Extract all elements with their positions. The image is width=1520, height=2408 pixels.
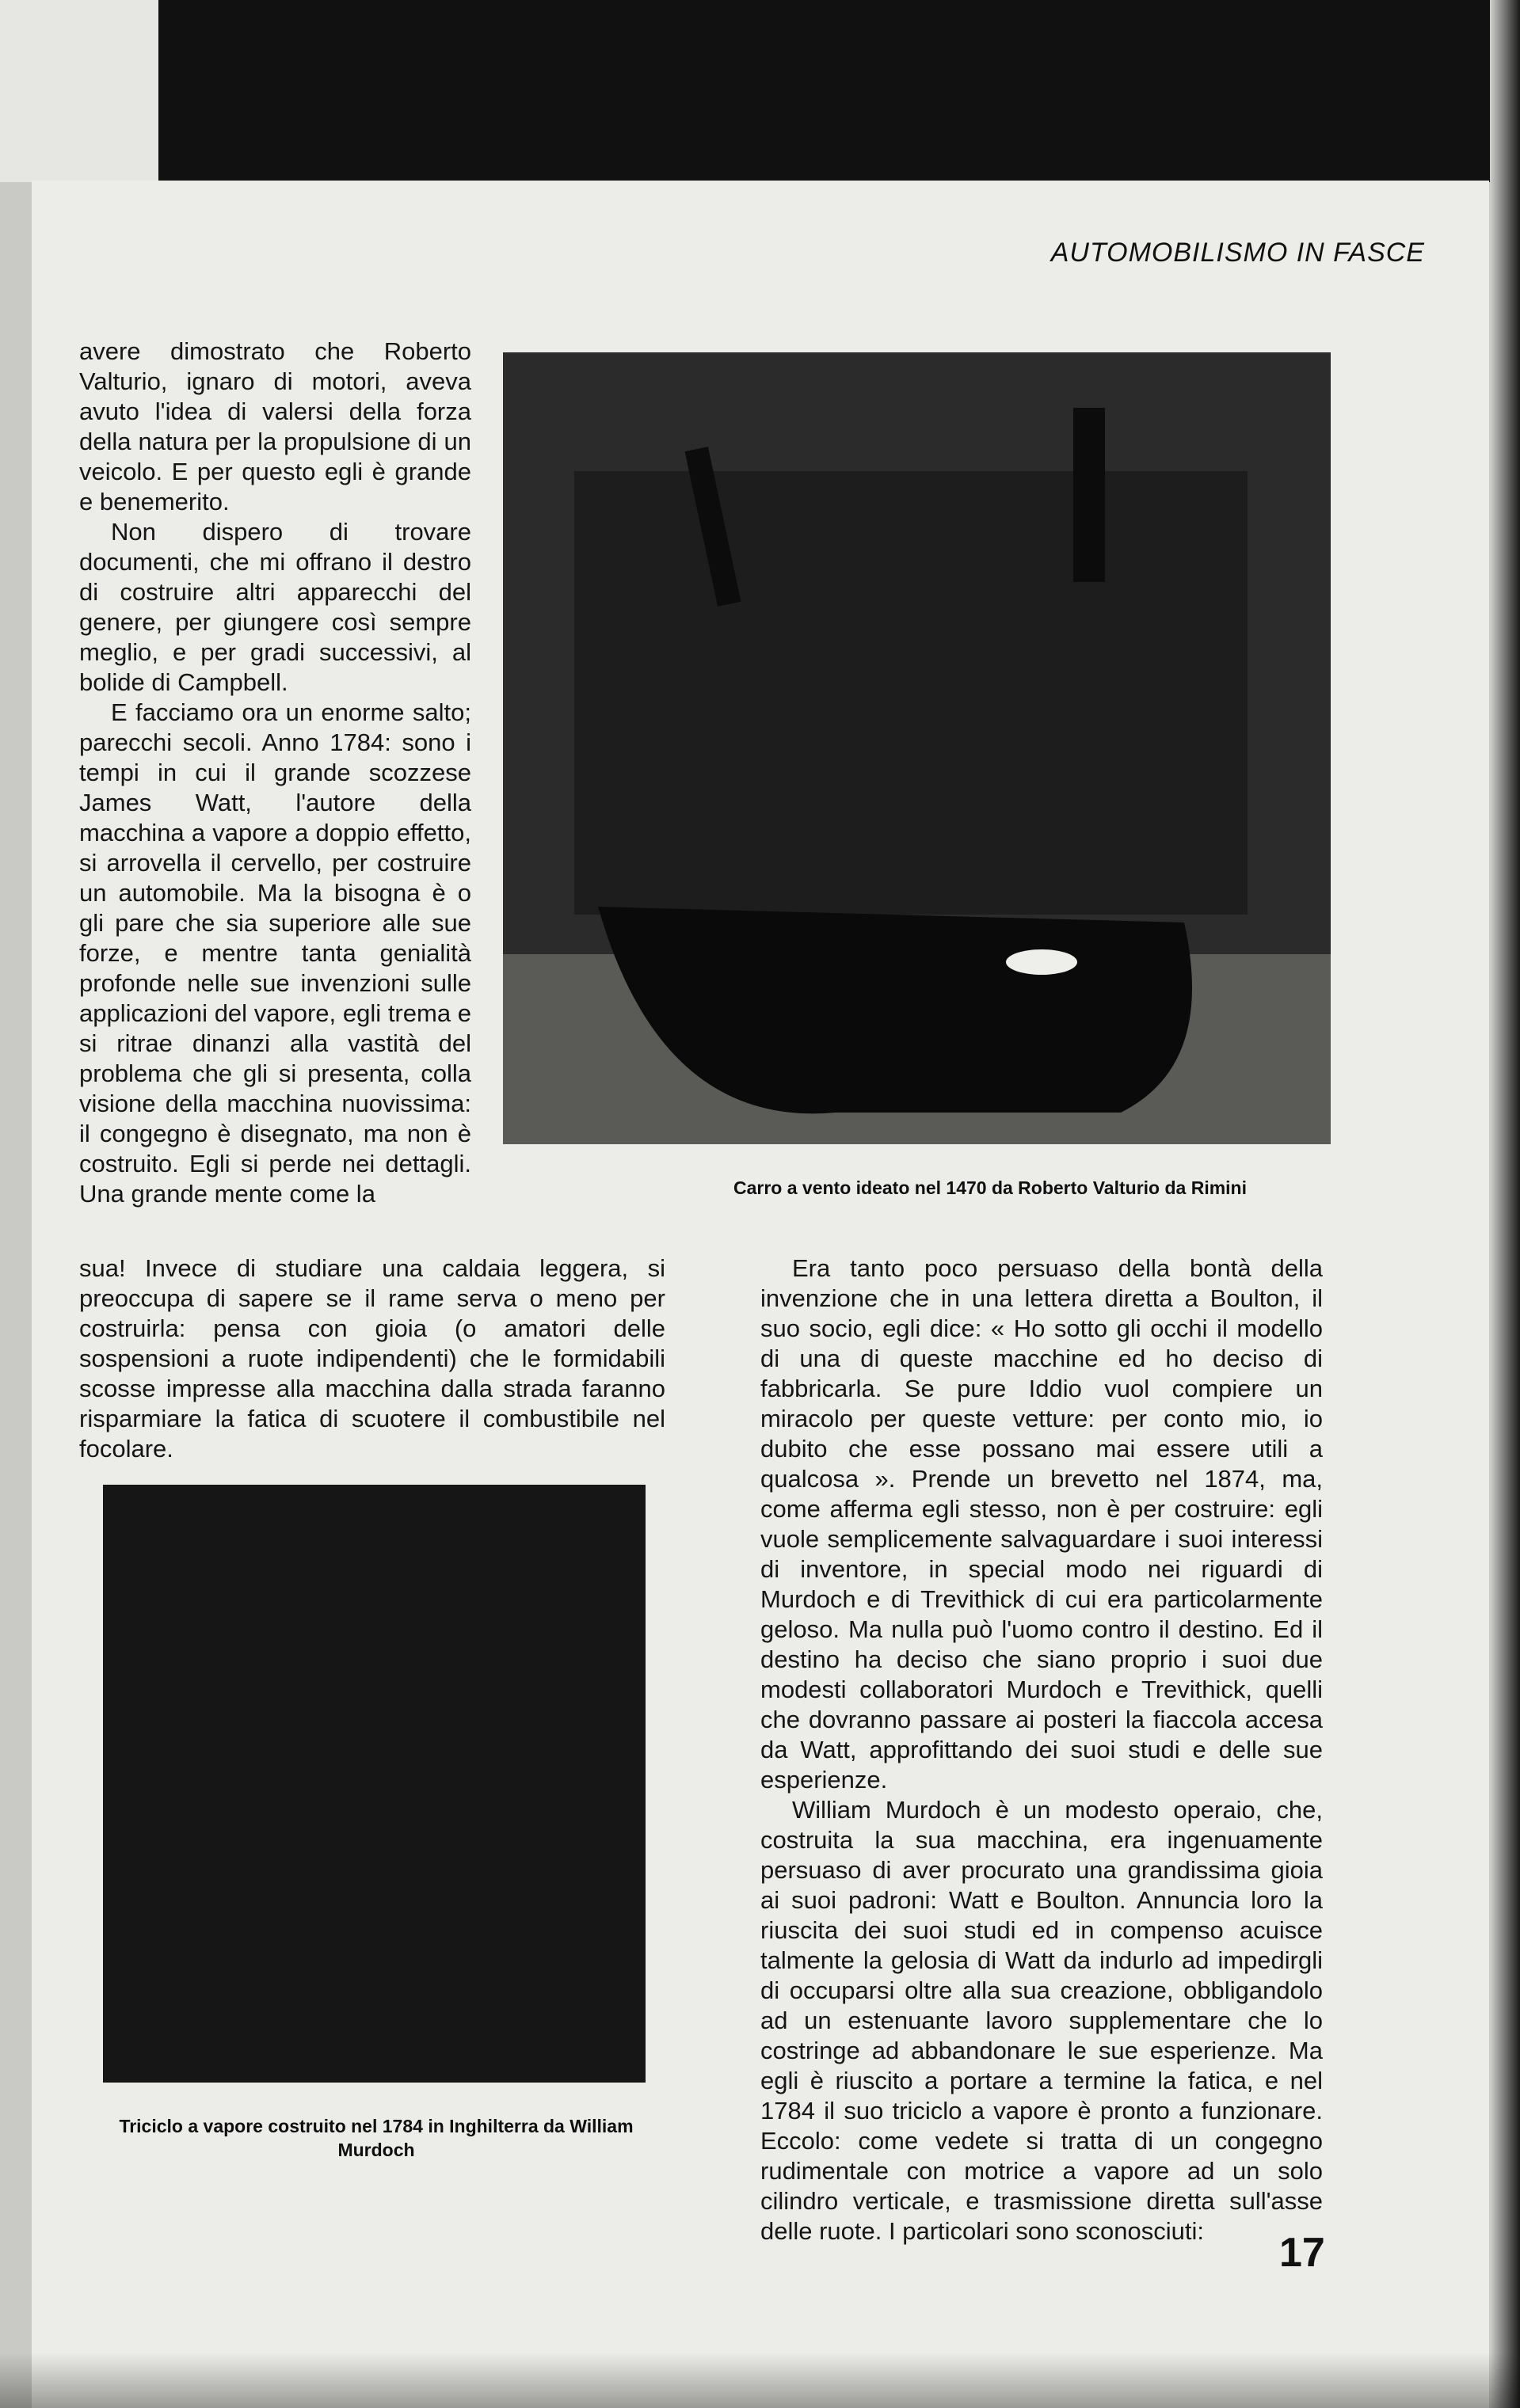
paragraph: Era tanto poco persuaso della bontà della invenzione che in una lettera diretta a Boulton, il suo socio, egli dice: « Ho sotto gli occhi il modello di una di queste macchine ed ho deciso di fabbricarla. Se pure Iddio vuol compiere un miracolo per queste vetture: per conto mio, io dubito che esse possano mai essere utili a qualcosa ». Prende un brevetto nel 1874, ma, come afferma egli stesso, non è per costruire: egli vuole semplicemente salvaguardare i suoi interessi di inventore, in special modo nei riguardi di Murdoch e di Trevithick di cui era particolarmente geloso. Ma nulla può l'uomo contro il destino. Ed il destino ha deciso che siano proprio i suoi due modesti collaboratori Murdoch e Trevithick, quelli che dovranno passare ai posteri la fiaccola accesa da Watt, approfittando dei suoi studi e delle sue esperienze. <box>760 1254 1323 1794</box>
running-head: AUTOMOBILISMO IN FASCE <box>1050 238 1425 268</box>
top-dark-band <box>0 0 1520 182</box>
left-column-narrow-text <box>79 337 471 1209</box>
paragraph: William Murdoch è un modesto operaio, che, costruita la sua macchina, era ingenuamente persuaso di aver procurato una grandissima gioia ai suoi padroni: Watt e Boulton. Annuncia loro la riuscita dei suoi studi ed in compenso acuisce talmente la gelosia di Watt da indurlo ad impedirgli di occuparsi oltre alla sua creazione, obbligandolo ad un estenuante lavoro supplementare che lo costringe ad abbandonare le sue esperienze. Ma egli è riuscito a portare a termine la fatica, e nel 1784 il suo triciclo a vapore è pronto a funzionare. Eccolo: come vedete si tratta di un congegno rudimentale con motrice a vapore ad un solo cilindro verticale, e trasmissione diretta sull'asse delle ruote. I particolari sono sconosciuti: <box>760 1796 1323 2245</box>
page-number: 17 <box>1279 2230 1325 2276</box>
bottom-shadow <box>0 2353 1520 2408</box>
steam-tricycle-caption: Triciclo a vapore costruito nel 1784 in Inghilterra da William Murdoch <box>119 2116 634 2160</box>
left-column-wide-text <box>79 1253 665 1464</box>
paragraph: sua! Invece di studiare una caldaia leggera, si preoccupa di sapere se il rame serva o meno per costruirla: pensa con gioia (o amatori delle sospensioni a ruote indipendenti) che le formidabili scosse impresse alla macchina dalla strada faranno risparmiare la fatica di scuotere il combustibile nel focolare. <box>79 1254 665 1463</box>
steam-tricycle-image <box>103 1485 646 2083</box>
paragraph: avere dimostrato che Roberto Valturio, ignaro di motori, aveva avuto l'idea di valersi della forza della natura per la propulsione di un veicolo. E per questo egli è grande e benemerito. <box>79 337 471 515</box>
steam-tricycle-photo <box>103 1485 646 2083</box>
top-left-notch <box>0 0 158 182</box>
wind-cart-caption: Carro a vento ideato nel 1470 da Roberto Valturio da Rimini <box>733 1177 1247 1198</box>
paragraph: Non dispero di trovare documenti, che mi offrano il destro di costruire altri apparecchi del genere, per giungere così sempre meglio, e per gradi successivi, al bolide di Campbell. <box>79 518 471 696</box>
page-right-edge-shadow <box>1490 0 1520 2408</box>
wind-cart-photo <box>503 352 1331 1144</box>
wind-cart-image <box>503 352 1331 1144</box>
paragraph: E facciamo ora un enorme salto; parecchi secoli. Anno 1784: sono i tempi in cui il grande scozzese James Watt, l'autore della macchina a vapore a doppio effetto, si arrovella il cervello, per costruire un automobile. Ma la bisogna è o gli pare che sia superiore alle sue forze, e mentre tanta genialità profonde nelle sue invenzioni sulle applicazioni del vapore, egli trema e si ritrae dinanzi alla vastità del problema che gli si presenta, colla visione della macchina nuovissima: il congegno è disegnato, ma non è costruito. Egli si perde nei dettagli. Una grande mente come la <box>79 698 471 1208</box>
right-column-text <box>760 1253 1323 2246</box>
